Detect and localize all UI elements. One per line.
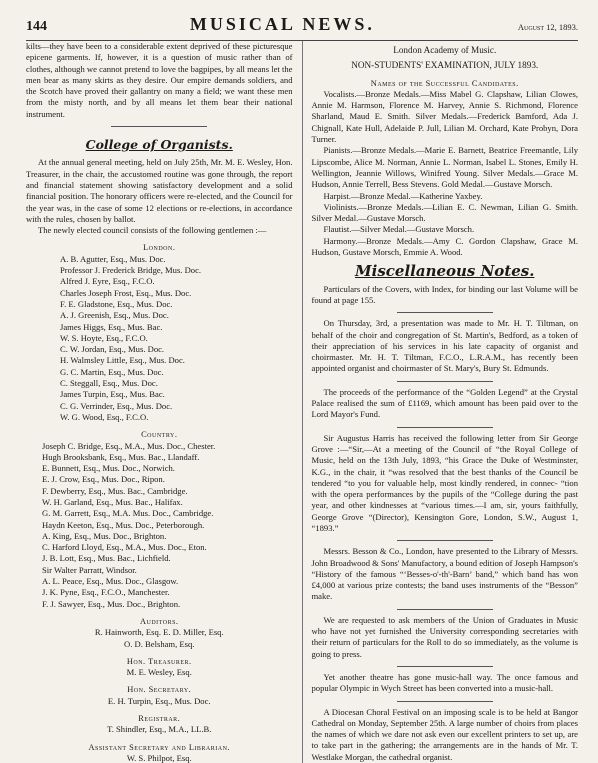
academy-title: London Academy of Music. <box>393 45 497 55</box>
section-divider <box>397 381 493 382</box>
treasurer-name: M. E. Wesley, Esq. <box>126 667 192 678</box>
treasurer-heading: Hon. Treasurer. <box>126 656 192 666</box>
auditor-names: O. D. Belsham, Esq. <box>124 638 195 649</box>
section-divider <box>397 666 493 667</box>
section-divider <box>397 540 493 541</box>
candidates-heading: Names of the Successful Candidates. <box>370 78 519 88</box>
member-name: Alfred J. Eyre, Esq., F.C.O. <box>60 276 155 287</box>
harmony-list: Harmony.—Bronze Medals.—Amy C. Gordon Clapshaw, Grace M. Hudson, Gustave Morsch, Emmie A. Wood. <box>311 235 578 258</box>
member-name: C. Steggall, Esq., Mus. Doc. <box>60 378 158 389</box>
member-name: J. K. Pyne, Esq., F.C.O., Manchester. <box>42 587 170 598</box>
section-divider <box>397 701 493 702</box>
member-name: G. M. Garrett, Esq., M.A. Mus. Doc., Cambridge. <box>42 508 214 519</box>
issue-date: August 12, 1893. <box>517 22 578 32</box>
registrar-name: T. Shindler, Esq., M.A., LL.B. <box>107 724 212 735</box>
london-list <box>26 254 293 423</box>
london-heading: London. <box>143 243 176 253</box>
secretary-heading: Hon. Secretary. <box>127 685 192 695</box>
note-paragraph: We are requested to ask members of the Union of Graduates in Music who have not yet furnished the University corresponding secretaries with their return of particulars for the Roll to do so immediately, as the volume is going to press. <box>311 614 578 659</box>
member-name: A. J. Greenish, Esq., Mus. Doc. <box>60 310 169 321</box>
note-paragraph: Sir Augustus Harris has received the following letter from Sir George Grove :—“Sir,—At a meeting of the Council of “the Royal College of Music, held on the 13th July, 1893, “his Grace the Duke of Westminster, K.G., in the chair, it “was resolved that the best thanks of the Council be tendered “to you for valuable help, most kindly rendered, in connec- “tion with the opera performances by the pupils of the “College during the past year, and other kindnesses at “various times.—I am, sir, yours faithfully, George Grove “(Director), Kensington Gore, London, S.W., August 1, “1893.” <box>311 432 578 533</box>
member-name: W. S. Hoyte, Esq., F.C.O. <box>60 332 148 343</box>
vocalists-list: Vocalists.—Bronze Medals.—Miss Mabel G. Clapshaw, Lilian Clowes, Annie M. Harmson, Florence M. Harvey, Annie S. Richmond, Florence Sharland, Maud E. Smith. Silver Medals.—Frederick Bamford, Ada J. Chignall, Kate Hull, Adelaide P. Jull, Lilian M. Orchard, Kate Probyn, Dora Turner. <box>311 88 578 145</box>
member-name: H. Walmsley Little, Esq., Mus. Doc. <box>60 355 185 366</box>
harpist-list: Harpist.—Bronze Medal.—Katherine Yaxbey. <box>323 190 483 201</box>
member-name: Sir Walter Parratt, Windsor. <box>42 564 137 575</box>
intro-paragraph: kilts—they have been to a considerable extent deprived of these picturesque epicene garments. If, however, it is a question of music rather than of clothes, although we cannot pretend to love the bagpipes, by all means let the men bear as many skirts as they desire. Our empire demands soldiers, and the Scotch have proved their gallantry on many a field; we want these men from the misty north, and by all means let them bear their national instrument. <box>26 41 293 119</box>
auditor-names: R. Hainworth, Esq. E. D. Miller, Esq. <box>94 627 224 638</box>
registrar-heading: Registrar. <box>138 714 181 724</box>
country-list <box>26 441 293 610</box>
note-paragraph: A Diocesan Choral Festival on an imposing scale is to be held at Bangor Cathedral on Monday, September 25th. A large number of choirs from places the names of which we dare not ask even our excellent printers to set up, are to take part in the gathering; the arrangements are in the hands of Mr. T. Westlake Morgan, the cathedral organist. <box>311 706 578 762</box>
right-column <box>302 41 579 763</box>
exam-title: NON-STUDENTS' EXAMINATION, JULY 1893. <box>351 60 539 71</box>
member-name: A. King, Esq., Mus. Doc., Brighton. <box>42 530 167 541</box>
member-name: Professor J. Frederick Bridge, Mus. Doc. <box>60 265 202 276</box>
flautist-list: Flautist.—Silver Medal.—Gustave Morsch. <box>323 224 475 235</box>
member-name: James Higgs, Esq., Mus. Bac. <box>60 321 163 332</box>
member-name: Joseph C. Bridge, Esq., M.A., Mus. Doc., Chester. <box>42 440 216 451</box>
member-name: J. B. Lott, Esq., Mus. Bac., Lichfield. <box>42 553 171 564</box>
member-name: W. H. Garland, Esq., Mus. Bac., Halifax. <box>42 496 183 507</box>
member-name: A. L. Peace, Esq., Mus. Doc., Glasgow. <box>42 576 179 587</box>
section-divider <box>397 609 493 610</box>
college-paragraph-2: The newly elected council consists of the following gentlemen :— <box>38 225 267 236</box>
note-paragraph: Particulars of the Covers, with Index, for binding our last Volume will be found at page 155. <box>311 283 578 305</box>
section-divider <box>111 126 207 127</box>
note-paragraph: Messrs. Besson & Co., London, have presented to the Library of Messrs. John Broadwood & Sons' Manufactory, a bound edition of Joseph Hampson's “History of the famous “‘Besses-o'-th'-Barn’ band,” which band has won £4,000 at various prize contests; the band uses instruments of the “Besson” make. <box>311 546 578 602</box>
member-name: C. G. Verrinder, Esq., Mus. Doc. <box>60 400 173 411</box>
misc-heading: Miscellaneous Notes. <box>355 262 535 281</box>
section-divider <box>397 427 493 428</box>
member-name: A. B. Agutter, Esq., Mus. Doc. <box>60 253 166 264</box>
member-name: F. J. Sawyer, Esq., Mus. Doc., Brighton. <box>42 598 181 609</box>
secretary-name: E. H. Turpin, Esq., Mus. Doc. <box>107 695 211 706</box>
note-paragraph: On Thursday, 3rd, a presentation was made to Mr. H. T. Tiltman, on behalf of the choir and congregation of St. Martin's, Bedford, as a token of their appreciation of his services in his late capacity of organist and choirmaster. Mr. H. T. Tiltman, F.C.O., L.R.A.M., has recently been appointed organist and choirmaster of St. Mary's, Bury St. Edmunds. <box>311 318 578 374</box>
member-name: Hugh Brooksbank, Esq., Mus. Bac., Llandaff. <box>42 451 200 462</box>
librarian-name: W. S. Philpot, Esq. <box>126 752 192 763</box>
member-name: C. W. Jordan, Esq., Mus. Doc. <box>60 344 165 355</box>
note-paragraph: Yet another theatre has gone music-hall way. The once famous and popular Olympic in Wych Street has been converted into a music-hall. <box>311 671 578 694</box>
member-name: Charles Joseph Frost, Esq., Mus. Doc. <box>60 287 192 298</box>
masthead-title: MUSICAL NEWS. <box>189 14 375 34</box>
page-number: 144 <box>26 19 47 34</box>
member-name: Haydn Keeton, Esq., Mus. Doc., Peterborough. <box>42 519 205 530</box>
columns <box>26 41 578 763</box>
note-paragraph: The proceeds of the performance of the “Golden Legend” at the Crystal Palace realised the sum of £1169, which amount has been paid over to the Lord Mayor's Fund. <box>311 386 578 420</box>
librarian-heading: Assistant Secretary and Librarian. <box>88 742 231 752</box>
member-name: C. Harford Lloyd, Esq., M.A., Mus. Doc., Eton. <box>42 542 207 553</box>
member-name: F. Dewberry, Esq., Mus. Bac., Cambridge. <box>42 485 188 496</box>
section-divider <box>397 312 493 313</box>
member-name: F. E. Gladstone, Esq., Mus. Doc. <box>60 298 173 309</box>
pianists-list: Pianists.—Bronze Medals.—Marie E. Barnett, Beatrice Freemantle, Lily Lipscombe, Alice M. Norman, Annie L. Norman, Isabel L. Stones, Emily H. Wellington, Jeannie Willows, Winifred Young. Silver Medals.—Grace M. Hudson, Annie Terrell, Bess Stevens. Gold Medal.—Gustave Morsch. <box>311 145 578 190</box>
member-name: G. C. Martin, Esq., Mus. Doc. <box>60 366 164 377</box>
member-name: E. Bunnett, Esq., Mus. Doc., Norwich. <box>42 463 175 474</box>
left-column <box>26 41 302 763</box>
member-name: W. G. Wood, Esq., F.C.O. <box>60 411 149 422</box>
country-heading: Country. <box>141 430 178 440</box>
auditors-heading: Auditors. <box>139 616 179 626</box>
violinists-list: Violinists.—Bronze Medals.—Lilian E. C. Newman, Lilian G. Smith. Silver Medal.—Gustave Morsch. <box>311 201 578 224</box>
college-paragraph: At the annual general meeting, held on July 25th, Mr. M. E. Wesley, Hon. Treasurer, in the chair, the accustomed routine was gone through, the report and financial statement showing satisfactory development and a solid financial position. The honorary officers were re-elected, and the Council for the year was, in the case of some 12 elections or re-elections, in accordance with the rules, chosen by ballot. <box>26 157 293 224</box>
member-name: E. J. Crow, Esq., Mus. Doc., Ripon. <box>42 474 165 485</box>
member-name: James Turpin, Esq., Mus. Bac. <box>60 389 165 400</box>
page-header <box>26 14 578 41</box>
college-heading: College of Organists. <box>85 137 233 153</box>
